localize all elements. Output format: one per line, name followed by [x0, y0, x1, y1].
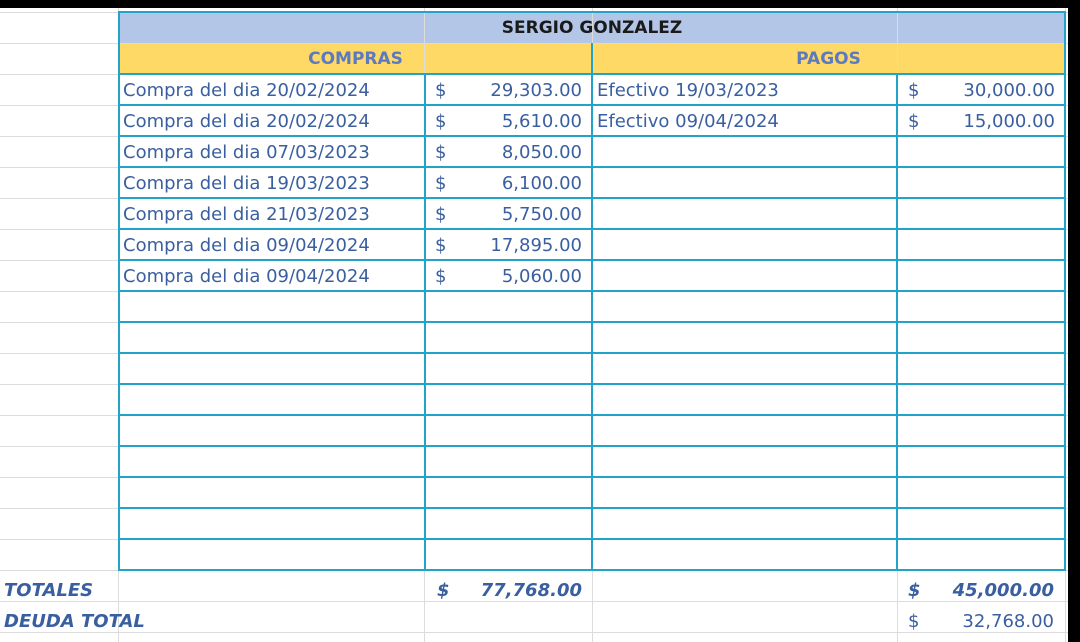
- compra-currency: $: [435, 204, 447, 225]
- compra-concepto[interactable]: Compra del dia 21/03/2023: [123, 204, 370, 225]
- compra-currency: $: [435, 173, 447, 194]
- compra-concepto[interactable]: Compra del dia 09/04/2024: [123, 235, 370, 256]
- pago-monto[interactable]: 30,000.00: [963, 80, 1055, 101]
- totales-compras-amount[interactable]: 77,768.00: [480, 580, 582, 601]
- compra-monto[interactable]: 5,610.00: [501, 111, 582, 132]
- totales-label[interactable]: TOTALES: [4, 580, 94, 601]
- pago-concepto[interactable]: Efectivo 09/04/2024: [597, 111, 779, 132]
- deuda-total-currency: $: [908, 611, 920, 632]
- pago-concepto[interactable]: Efectivo 19/03/2023: [597, 80, 779, 101]
- compra-concepto[interactable]: Compra del dia 20/02/2024: [123, 80, 370, 101]
- pago-currency: $: [908, 111, 920, 132]
- table-border: [591, 43, 593, 570]
- window-edge: [1068, 0, 1080, 642]
- table-border: [896, 74, 898, 570]
- compra-concepto[interactable]: Compra del dia 07/03/2023: [123, 142, 370, 163]
- compra-monto[interactable]: 6,100.00: [501, 173, 582, 194]
- totales-pagos-amount[interactable]: 45,000.00: [952, 580, 1054, 601]
- compra-monto[interactable]: 29,303.00: [490, 80, 582, 101]
- compra-currency: $: [435, 111, 447, 132]
- compra-concepto[interactable]: Compra del dia 09/04/2024: [123, 266, 370, 287]
- compra-currency: $: [435, 235, 447, 256]
- compra-monto[interactable]: 17,895.00: [490, 235, 582, 256]
- compra-currency: $: [435, 266, 447, 287]
- totales-pagos-currency: $: [908, 580, 921, 601]
- client-name-title[interactable]: SERGIO GONZALEZ: [501, 18, 683, 38]
- compra-concepto[interactable]: Compra del dia 19/03/2023: [123, 173, 370, 194]
- deuda-total-label[interactable]: DEUDA TOTAL: [4, 611, 145, 632]
- header-compras[interactable]: COMPRAS: [308, 49, 403, 69]
- compra-concepto[interactable]: Compra del dia 20/02/2024: [123, 111, 370, 132]
- compra-monto[interactable]: 5,060.00: [501, 266, 582, 287]
- deuda-total-amount[interactable]: 32,768.00: [962, 611, 1054, 632]
- pago-monto[interactable]: 15,000.00: [963, 111, 1055, 132]
- table-border: [424, 74, 426, 570]
- table-border: [118, 12, 120, 570]
- compra-monto[interactable]: 5,750.00: [501, 204, 582, 225]
- totales-compras-currency: $: [437, 580, 450, 601]
- compra-monto[interactable]: 8,050.00: [501, 142, 582, 163]
- header-pagos[interactable]: PAGOS: [796, 49, 861, 69]
- pago-currency: $: [908, 80, 920, 101]
- table-border: [1064, 12, 1066, 570]
- compra-currency: $: [435, 80, 447, 101]
- compra-currency: $: [435, 142, 447, 163]
- spreadsheet-grid[interactable]: [0, 8, 1068, 642]
